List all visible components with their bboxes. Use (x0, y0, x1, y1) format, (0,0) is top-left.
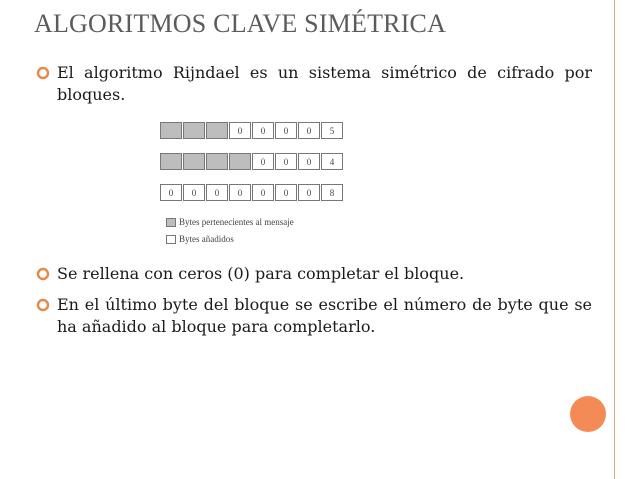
byte-cell: 4 (321, 153, 343, 170)
bullet-item (36, 294, 592, 338)
byte-cell: 5 (321, 122, 343, 139)
bullet-item (36, 62, 592, 106)
byte-cell (183, 153, 205, 170)
byte-cell (160, 153, 182, 170)
bullet-text: Se rellena con ceros (0) para completar el bloque. (57, 264, 465, 283)
byte-cell: 8 (321, 184, 343, 201)
byte-cell: 0 (298, 184, 320, 201)
byte-cell: 0 (252, 153, 274, 170)
bullet-ring-icon (36, 267, 50, 281)
bullet-ring-icon (36, 66, 50, 80)
legend-swatch-filled (166, 218, 176, 227)
byte-cell (229, 153, 251, 170)
padding-diagram (160, 122, 350, 252)
right-edge-line (614, 0, 615, 479)
byte-cell: 0 (298, 122, 320, 139)
legend-label: Bytes añadidos (179, 234, 234, 244)
block-row-2 (160, 153, 344, 170)
byte-cell: 0 (298, 153, 320, 170)
byte-cell: 0 (229, 122, 251, 139)
bullet-item (36, 263, 592, 285)
block-row-1 (160, 122, 344, 139)
legend-message-bytes (166, 217, 294, 227)
byte-cell: 0 (206, 184, 228, 201)
byte-cell: 0 (252, 184, 274, 201)
bullet-text: El algoritmo Rijndael es un sistema simétrico de cifrado por bloques. (57, 63, 592, 104)
byte-cell: 0 (183, 184, 205, 201)
bullet-ring-icon (36, 298, 50, 312)
byte-cell: 0 (160, 184, 182, 201)
bullet-text: En el último byte del bloque se escribe el número de byte que se ha añadido al bloque para completarlo. (57, 295, 592, 336)
byte-cell (160, 122, 182, 139)
byte-cell: 0 (229, 184, 251, 201)
byte-cell: 0 (252, 122, 274, 139)
byte-cell: 0 (275, 184, 297, 201)
legend-swatch-empty (166, 235, 176, 244)
byte-cell (183, 122, 205, 139)
legend-label: Bytes pertenecientes al mensaje (179, 217, 294, 227)
decorative-orange-circle (570, 396, 606, 432)
byte-cell: 0 (275, 122, 297, 139)
byte-cell: 0 (275, 153, 297, 170)
byte-cell (206, 122, 228, 139)
block-row-3 (160, 184, 344, 201)
slide-title: ALGORITMOS CLAVE SIMÉTRICA (34, 9, 447, 38)
byte-cell (206, 153, 228, 170)
legend-added-bytes (166, 234, 234, 244)
